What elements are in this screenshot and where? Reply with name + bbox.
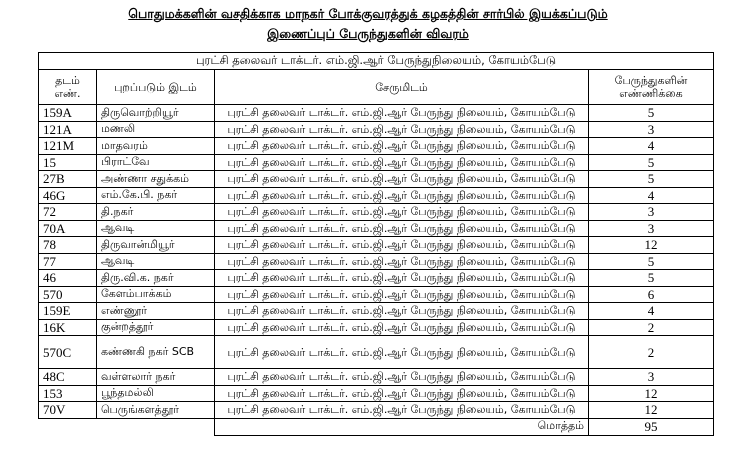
table-caption-row bbox=[39, 53, 714, 70]
count-cell: 3 bbox=[589, 369, 714, 386]
route-cell: 15 bbox=[39, 154, 97, 171]
destination-cell: புரட்சி தலைவர் டாக்டர். எம்.ஜி.ஆர் பேருந்து நிலையம், கோயம்பேடு bbox=[215, 286, 589, 303]
count-cell: 12 bbox=[589, 237, 714, 254]
destination-cell: புரட்சி தலைவர் டாக்டர். எம்.ஜி.ஆர் பேருந்து நிலையம், கோயம்பேடு bbox=[215, 303, 589, 320]
table-row bbox=[39, 105, 714, 122]
page-title: பொதுமக்களின் வசதிக்காக மாநகர் போக்குவரத்துக் கழகத்தின் சார்பில் இயக்கப்படும் bbox=[128, 6, 608, 21]
total-value: 95 bbox=[589, 418, 714, 435]
table-row bbox=[39, 171, 714, 188]
origin-cell: திரு.வி.க. நகர் bbox=[97, 270, 215, 287]
destination-cell: புரட்சி தலைவர் டாக்டர். எம்.ஜி.ஆர் பேருந்து நிலையம், கோயம்பேடு bbox=[215, 138, 589, 155]
count-cell: 5 bbox=[589, 154, 714, 171]
route-cell: 121M bbox=[39, 138, 97, 155]
origin-cell: பெருங்களத்தூர் bbox=[97, 402, 215, 419]
destination-cell: புரட்சி தலைவர் டாக்டர். எம்.ஜி.ஆர் பேருந்து நிலையம், கோயம்பேடு bbox=[215, 319, 589, 336]
destination-cell: புரட்சி தலைவர் டாக்டர். எம்.ஜி.ஆர் பேருந்து நிலையம், கோயம்பேடு bbox=[215, 121, 589, 138]
header-destination: சேருமிடம் bbox=[215, 70, 589, 105]
destination-cell: புரட்சி தலைவர் டாக்டர். எம்.ஜி.ஆர் பேருந்து நிலையம், கோயம்பேடு bbox=[215, 385, 589, 402]
origin-cell: மாதவரம் bbox=[97, 138, 215, 155]
origin-cell: பூந்தமல்லி bbox=[97, 385, 215, 402]
table-row bbox=[39, 303, 714, 320]
header-count: பேருந்துகளின் எண்ணிக்கை bbox=[589, 70, 714, 105]
route-cell: 570C bbox=[39, 336, 97, 369]
count-cell: 5 bbox=[589, 253, 714, 270]
count-cell: 6 bbox=[589, 286, 714, 303]
destination-cell: புரட்சி தலைவர் டாக்டர். எம்.ஜி.ஆர் பேருந்து நிலையம், கோயம்பேடு bbox=[215, 204, 589, 221]
table-row bbox=[39, 138, 714, 155]
origin-cell: தி.நகர் bbox=[97, 204, 215, 221]
table-row bbox=[39, 253, 714, 270]
origin-cell: பிராட்வே bbox=[97, 154, 215, 171]
table-row bbox=[39, 319, 714, 336]
route-cell: 159A bbox=[39, 105, 97, 122]
origin-cell: மணலி bbox=[97, 121, 215, 138]
destination-cell: புரட்சி தலைவர் டாக்டர். எம்.ஜி.ஆர் பேருந்து நிலையம், கோயம்பேடு bbox=[215, 237, 589, 254]
header-origin: புறப்படும் இடம் bbox=[97, 70, 215, 105]
route-cell: 48C bbox=[39, 369, 97, 386]
route-cell: 78 bbox=[39, 237, 97, 254]
count-cell: 4 bbox=[589, 138, 714, 155]
table-row bbox=[39, 187, 714, 204]
count-cell: 5 bbox=[589, 105, 714, 122]
destination-cell: புரட்சி தலைவர் டாக்டர். எம்.ஜி.ஆர் பேருந்து நிலையம், கோயம்பேடு bbox=[215, 220, 589, 237]
route-cell: 70A bbox=[39, 220, 97, 237]
count-cell: 4 bbox=[589, 303, 714, 320]
table-row bbox=[39, 336, 714, 369]
count-cell: 3 bbox=[589, 220, 714, 237]
destination-cell: புரட்சி தலைவர் டாக்டர். எம்.ஜி.ஆர் பேருந்து நிலையம், கோயம்பேடு bbox=[215, 154, 589, 171]
count-cell: 5 bbox=[589, 171, 714, 188]
origin-cell: திருவொற்றியூர் bbox=[97, 105, 215, 122]
route-cell: 16K bbox=[39, 319, 97, 336]
origin-cell: கேளம்பாக்கம் bbox=[97, 286, 215, 303]
origin-cell: திருவான்மியூர் bbox=[97, 237, 215, 254]
table-row bbox=[39, 385, 714, 402]
origin-cell: எம்.கே.பி. நகர் bbox=[97, 187, 215, 204]
route-cell: 46 bbox=[39, 270, 97, 287]
table-row bbox=[39, 270, 714, 287]
route-cell: 46G bbox=[39, 187, 97, 204]
origin-cell: அண்ணா சதுக்கம் bbox=[97, 171, 215, 188]
destination-cell: புரட்சி தலைவர் டாக்டர். எம்.ஜி.ஆர் பேருந்து நிலையம், கோயம்பேடு bbox=[215, 336, 589, 369]
count-cell: 2 bbox=[589, 319, 714, 336]
destination-cell: புரட்சி தலைவர் டாக்டர். எம்.ஜி.ஆர் பேருந்து நிலையம், கோயம்பேடு bbox=[215, 105, 589, 122]
destination-cell: புரட்சி தலைவர் டாக்டர். எம்.ஜி.ஆர் பேருந்து நிலையம், கோயம்பேடு bbox=[215, 270, 589, 287]
destination-cell: புரட்சி தலைவர் டாக்டர். எம்.ஜி.ஆர் பேருந்து நிலையம், கோயம்பேடு bbox=[215, 253, 589, 270]
route-cell: 72 bbox=[39, 204, 97, 221]
origin-cell: குன்றத்தூர் bbox=[97, 319, 215, 336]
route-cell: 153 bbox=[39, 385, 97, 402]
total-blank bbox=[39, 418, 215, 435]
page-subtitle: இணைப்புப் பேருந்துகளின் விவரம் bbox=[267, 26, 469, 41]
destination-cell: புரட்சி தலைவர் டாக்டர். எம்.ஜி.ஆர் பேருந்து நிலையம், கோயம்பேடு bbox=[215, 369, 589, 386]
origin-cell: ஆவடி bbox=[97, 253, 215, 270]
table-row bbox=[39, 204, 714, 221]
origin-cell: எண்ணூர் bbox=[97, 303, 215, 320]
table-header-row bbox=[39, 70, 714, 105]
route-cell: 159E bbox=[39, 303, 97, 320]
table-row bbox=[39, 369, 714, 386]
route-cell: 570 bbox=[39, 286, 97, 303]
destination-cell: புரட்சி தலைவர் டாக்டர். எம்.ஜி.ஆர் பேருந்து நிலையம், கோயம்பேடு bbox=[215, 402, 589, 419]
destination-cell: புரட்சி தலைவர் டாக்டர். எம்.ஜி.ஆர் பேருந்து நிலையம், கோயம்பேடு bbox=[215, 187, 589, 204]
origin-cell: ஆவடி bbox=[97, 220, 215, 237]
route-cell: 77 bbox=[39, 253, 97, 270]
table-row bbox=[39, 220, 714, 237]
route-cell: 121A bbox=[39, 121, 97, 138]
route-cell: 27B bbox=[39, 171, 97, 188]
table-row bbox=[39, 402, 714, 419]
count-cell: 12 bbox=[589, 402, 714, 419]
table-row bbox=[39, 286, 714, 303]
count-cell: 3 bbox=[589, 121, 714, 138]
total-row bbox=[39, 418, 714, 435]
route-cell: 70V bbox=[39, 402, 97, 419]
count-cell: 5 bbox=[589, 270, 714, 287]
count-cell: 3 bbox=[589, 204, 714, 221]
origin-cell: கண்ணகி நகர் SCB bbox=[97, 336, 215, 369]
total-label: மொத்தம் bbox=[215, 418, 589, 435]
table-caption: புரட்சி தலைவர் டாக்டர். எம்.ஜி.ஆர் பேருந்துநிலையம், கோயம்பேடு bbox=[39, 53, 714, 70]
count-cell: 4 bbox=[589, 187, 714, 204]
header-route: தடம் எண். bbox=[39, 70, 97, 105]
bus-table bbox=[38, 52, 714, 436]
count-cell: 12 bbox=[589, 385, 714, 402]
table-row bbox=[39, 237, 714, 254]
count-cell: 2 bbox=[589, 336, 714, 369]
table-row bbox=[39, 154, 714, 171]
table-row bbox=[39, 121, 714, 138]
origin-cell: வள்ளலார் நகர் bbox=[97, 369, 215, 386]
destination-cell: புரட்சி தலைவர் டாக்டர். எம்.ஜி.ஆர் பேருந்து நிலையம், கோயம்பேடு bbox=[215, 171, 589, 188]
